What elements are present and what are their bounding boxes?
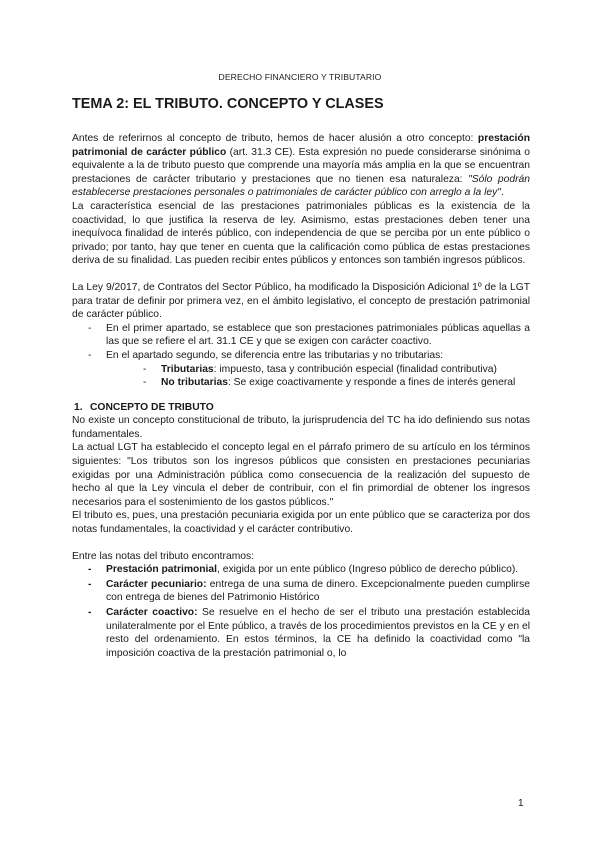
- sub-list-item: [106, 363, 530, 377]
- intro-paragraph-1: [72, 132, 530, 200]
- list-item: [72, 606, 530, 660]
- intro-bold-term: prestación patrimonial de carácter público: [72, 133, 530, 158]
- note-label: Carácter pecuniario:: [106, 578, 207, 590]
- note-label: Prestación patrimonial: [106, 564, 218, 576]
- sub-list: [106, 363, 530, 390]
- section-title: CONCEPTO DE TRIBUTO: [90, 401, 214, 413]
- note-label: Carácter coactivo:: [106, 607, 198, 618]
- intro-text: (art. 31.3 CE). Esta expresión no puede considerarse sinónima o equivalente a la de tributo puesto que comprende una mayoría más amplia en la que se encuentran prestaciones de carácter tributario y prestaciones que no tienen esa naturaleza:: [72, 146, 530, 185]
- page-number: 1: [518, 798, 524, 809]
- notes-list: [72, 563, 530, 660]
- note-text: , exigida por un ente público (Ingreso público de derecho público).: [217, 564, 519, 576]
- section-paragraph-3: El tributo es, pues, una prestación pecuniaria exigida por un ente público que se caracteriza por dos notas fundamentales, la coactividad y el carácter contributivo.: [72, 510, 530, 536]
- section-paragraph-4: Entre las notas del tributo encontramos:: [72, 550, 255, 562]
- document-body: [72, 132, 530, 661]
- intro-paragraph-3: La Ley 9/2017, de Contratos del Sector Público, ha modificado la Disposición Adicional 1º de la LGT para tratar de definir por primera vez, en el ámbito legislativo, el concepto de prestación patrimonial de carácter público.: [72, 281, 530, 321]
- note-text: Se resuelve en el hecho de ser el tributo una prestación establecida unilateralmente por el Ente público, a través de los procedimientos previstos en la CE y en el resto del ordenamiento. En estos términos, la CE ha definido la coactividad como "la imposición coactiva de la prestación patrimonial o, lo: [106, 607, 530, 659]
- section-heading: [72, 401, 530, 415]
- sub-item-text: : impuesto, tasa y contribución especial (finalidad contributiva): [213, 363, 497, 375]
- note-text: entrega de una suma de dinero. Excepcionalmente pueden cumplirse con entrega de bienes del Patrimonio Histórico: [106, 578, 530, 604]
- sub-item-label: No tributarias: [161, 377, 228, 389]
- running-header: DERECHO FINANCIERO Y TRIBUTARIO: [218, 72, 382, 82]
- list-item: [72, 349, 530, 390]
- section-number: 1.: [74, 401, 83, 413]
- intro-paragraph-2: La característica esencial de las prestaciones patrimoniales públicas es la existencia de la coactividad, lo que justifica la reserva de ley. Asimismo, estas prestaciones deben tener una inequívoca finalidad de interés público, con independencia de que se perciba por un ente público o privado; por tanto, hay que tener en cuenta que la calificación como pública de estas prestaciones deriva de su finalidad. Las pueden recibir entes públicos y entonces son también ingresos públicos.: [72, 200, 530, 267]
- intro-text: .: [500, 187, 504, 199]
- sub-item-text: : Se exige coactivamente y responde a fines de interés general: [227, 377, 516, 389]
- sub-list-item: [106, 376, 530, 390]
- sub-item-label: Tributarias: [161, 363, 214, 375]
- list-item-text: En el apartado segundo, se diferencia entre las tributarias y no tributarias:: [106, 349, 444, 361]
- list-item: - En el primer apartado, se establece que son prestaciones patrimoniales públicas aquellas a las que se refiere el art. 31.1 CE y que se exigen con carácter coactivo.: [72, 322, 530, 349]
- list-item: [72, 563, 530, 577]
- section-paragraph-2: La actual LGT ha establecido el concepto legal en el párrafo primero de su artículo en los términos siguientes: "Los tributos son los ingresos públicos que consisten en prestaciones pecuniarias exigidas por una Administración pública como consecuencia de la realización del supuesto de hecho al que la Ley vincula el deber de contribuir, con el fin primordial de obtener los ingresos necesarios para el sostenimiento de los gastos públicos.": [72, 442, 530, 508]
- list-item: [72, 578, 530, 605]
- intro-quote: "Sólo podrán establecerse prestaciones personales o patrimoniales de carácter público con arreglo a la ley": [72, 173, 530, 199]
- intro-list: [72, 322, 530, 390]
- intro-text: Antes de referirnos al concepto de tributo, hemos de hacer alusión a otro concepto:: [72, 133, 478, 144]
- page-title: TEMA 2: EL TRIBUTO. CONCEPTO Y CLASES: [72, 96, 384, 112]
- section-paragraph-1: No existe un concepto constitucional de tributo, la jurisprudencia del TC ha ido definiendo sus notas fundamentales.: [72, 415, 530, 440]
